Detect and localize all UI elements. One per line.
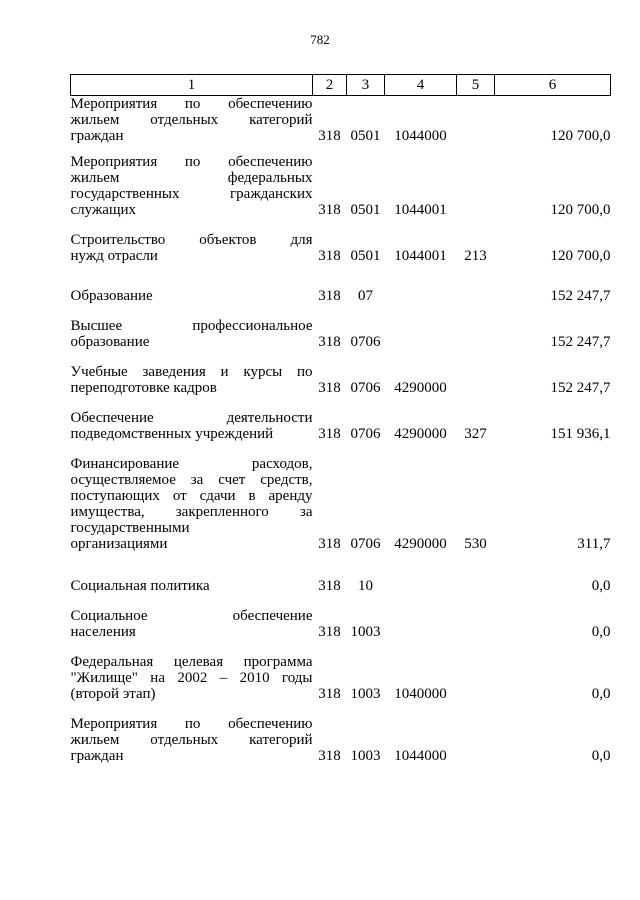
- row-expense-code: 327: [464, 426, 487, 442]
- row-admin-code: 318: [318, 334, 341, 350]
- row-expense-code: [457, 640, 495, 702]
- row-section-code: 0706: [350, 380, 381, 396]
- row-amount: 152 247,7: [550, 380, 611, 396]
- column-header-4: 4: [385, 75, 457, 96]
- row-name-line: Обеспечение деятельности: [70, 410, 313, 426]
- row-target-code: 1044001: [394, 248, 447, 264]
- row-admin-code: 318: [318, 578, 341, 594]
- row-expense-code: [457, 304, 495, 350]
- row-admin-code: 318: [318, 128, 341, 144]
- row-name-line: государственных гражданских: [70, 186, 313, 202]
- row-name-line: жильем федеральных: [70, 170, 313, 186]
- row-name: [71, 144, 313, 218]
- row-section-code: 0501: [350, 128, 381, 144]
- row-name-line: нужд отрасли: [70, 248, 158, 264]
- row-amount: 0,0: [591, 686, 611, 702]
- row-name-line: Высшее профессиональное: [70, 318, 313, 334]
- table-row: [71, 350, 611, 396]
- row-name-line: Социальное обеспечение: [70, 608, 313, 624]
- row-section-code: 07: [358, 288, 373, 304]
- column-header-2: 2: [313, 75, 347, 96]
- table-body: [71, 96, 611, 765]
- row-admin-code: 318: [318, 248, 341, 264]
- row-amount: 0,0: [591, 748, 611, 764]
- row-name-line: граждан: [70, 748, 124, 764]
- row-name-line: населения: [70, 624, 136, 640]
- row-section-code: 1003: [350, 686, 381, 702]
- row-name-line: поступающих от сдачи в аренду: [70, 488, 313, 504]
- row-name: [71, 96, 313, 145]
- row-name-line: граждан: [70, 128, 124, 144]
- row-name: [71, 442, 313, 552]
- row-name-line: жильем отдельных категорий: [70, 112, 313, 128]
- table-row: [71, 702, 611, 764]
- row-name-line: организациями: [70, 536, 168, 552]
- row-target-code: 1044000: [394, 748, 447, 764]
- table-row: [71, 594, 611, 640]
- row-target-code: [385, 594, 457, 640]
- table-row: [71, 396, 611, 442]
- page-number: 782: [310, 32, 330, 47]
- row-expense-code: 530: [464, 536, 487, 552]
- row-section-code: 1003: [350, 624, 381, 640]
- row-amount: 0,0: [591, 578, 611, 594]
- row-name-line: Мероприятия по обеспечению: [70, 154, 313, 170]
- row-name: [71, 218, 313, 264]
- table-row: [71, 442, 611, 552]
- row-amount: 120 700,0: [550, 248, 611, 264]
- row-amount: 120 700,0: [550, 202, 611, 218]
- row-admin-code: 318: [318, 426, 341, 442]
- table-row: [71, 640, 611, 702]
- row-name-line: Социальная политика: [70, 578, 210, 594]
- row-target-code: 4290000: [394, 426, 447, 442]
- row-amount: 120 700,0: [550, 128, 611, 144]
- column-header-6: 6: [495, 75, 611, 96]
- row-section-code: 0501: [350, 248, 381, 264]
- table-row: [71, 552, 611, 594]
- column-header-3: 3: [347, 75, 385, 96]
- row-expense-code: [457, 96, 495, 145]
- row-amount: 0,0: [591, 624, 611, 640]
- row-expense-code: [457, 594, 495, 640]
- table-row: [71, 304, 611, 350]
- row-section-code: 1003: [350, 748, 381, 764]
- row-name-line: Финансирование расходов,: [70, 456, 313, 472]
- table-header-row: [71, 75, 611, 96]
- row-expense-code: [457, 144, 495, 218]
- row-name-line: переподготовке кадров: [70, 380, 217, 396]
- row-target-code: [385, 304, 457, 350]
- row-target-code: 4290000: [394, 536, 447, 552]
- row-section-code: 10: [358, 578, 373, 594]
- row-name-line: жильем отдельных категорий: [70, 732, 313, 748]
- budget-table: [70, 74, 611, 764]
- row-amount: 152 247,7: [550, 288, 611, 304]
- row-target-code: 4290000: [394, 380, 447, 396]
- row-name: [71, 304, 313, 350]
- row-name-line: осуществляемое за счет средств,: [70, 472, 313, 488]
- row-target-code: 1044000: [394, 128, 447, 144]
- row-amount: 151 936,1: [550, 426, 611, 442]
- row-expense-code: [457, 350, 495, 396]
- column-header-5: 5: [457, 75, 495, 96]
- row-amount: 152 247,7: [550, 334, 611, 350]
- row-name: [71, 594, 313, 640]
- column-header-1: 1: [71, 75, 313, 96]
- row-name: [71, 350, 313, 396]
- row-admin-code: 318: [318, 288, 341, 304]
- table-row: [71, 218, 611, 264]
- table-row: [71, 96, 611, 145]
- row-amount: 311,7: [577, 536, 611, 552]
- row-expense-code: [457, 264, 495, 304]
- row-expense-code: 213: [464, 248, 487, 264]
- row-name: [71, 552, 313, 594]
- row-target-code: [385, 264, 457, 304]
- table-row: [71, 264, 611, 304]
- row-name-line: образование: [70, 334, 150, 350]
- row-admin-code: 318: [318, 380, 341, 396]
- row-admin-code: 318: [318, 686, 341, 702]
- row-expense-code: [457, 552, 495, 594]
- row-name-line: государственными: [70, 520, 190, 536]
- row-admin-code: 318: [318, 536, 341, 552]
- row-name-line: Мероприятия по обеспечению: [70, 716, 313, 732]
- row-target-code: [385, 552, 457, 594]
- row-target-code: 1040000: [394, 686, 447, 702]
- row-name-line: Строительство объектов для: [70, 232, 313, 248]
- row-name-line: имущества, закрепленного за: [70, 504, 313, 520]
- row-admin-code: 318: [318, 748, 341, 764]
- row-admin-code: 318: [318, 202, 341, 218]
- row-name: [71, 264, 313, 304]
- row-section-code: 0706: [350, 334, 381, 350]
- row-admin-code: 318: [318, 624, 341, 640]
- row-name-line: Образование: [70, 288, 153, 304]
- row-name: [71, 640, 313, 702]
- row-name-line: (второй этап): [70, 686, 156, 702]
- row-name: [71, 702, 313, 764]
- row-section-code: 0706: [350, 536, 381, 552]
- row-expense-code: [457, 702, 495, 764]
- row-target-code: 1044001: [394, 202, 447, 218]
- row-name-line: служащих: [70, 202, 137, 218]
- row-section-code: 0706: [350, 426, 381, 442]
- row-name-line: подведомственных учреждений: [70, 426, 274, 442]
- row-name-line: Учебные заведения и курсы по: [70, 364, 313, 380]
- row-section-code: 0501: [350, 202, 381, 218]
- row-name-line: "Жилище" на 2002 – 2010 годы: [70, 670, 313, 686]
- row-name-line: Мероприятия по обеспечению: [70, 96, 313, 112]
- row-name: [71, 396, 313, 442]
- row-name-line: Федеральная целевая программа: [70, 654, 313, 670]
- table-row: [71, 144, 611, 218]
